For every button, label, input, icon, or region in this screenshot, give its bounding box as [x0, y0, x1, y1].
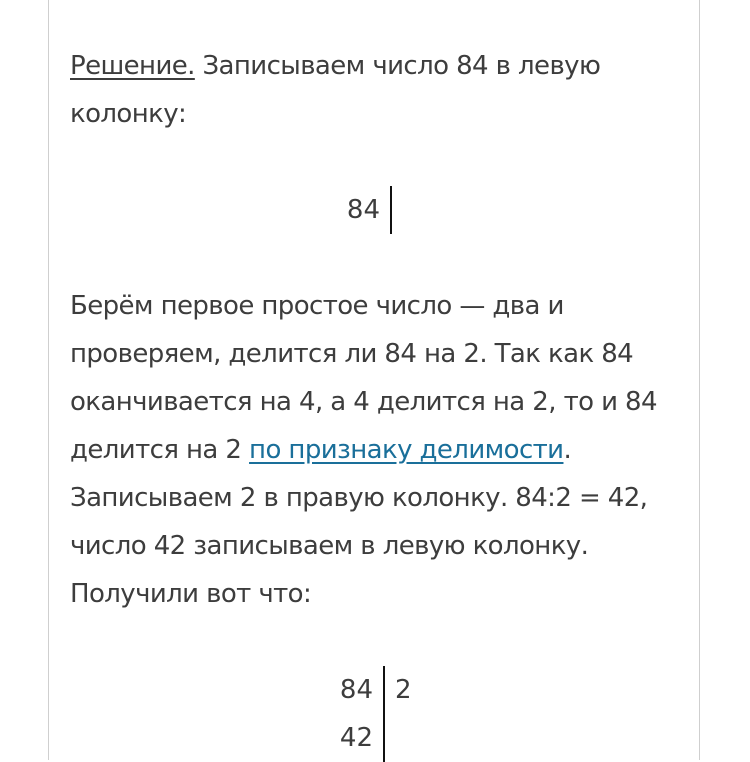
- factorization-table-step1: [329, 666, 425, 762]
- factorization-table-initial: [336, 186, 432, 234]
- explanation-text-before-link: Берём первое простое число — два и проверяем, делится ли 84 на 2. Так как 84 оканчивается на 4, а 4 делится на 2, то и 84 делится на 2: [70, 291, 657, 465]
- right-column-value: 2: [395, 675, 412, 705]
- table-row: [336, 186, 432, 234]
- solution-label: Решение.: [70, 51, 195, 81]
- left-column-value: 84: [329, 666, 384, 714]
- left-column-value: 42: [329, 714, 384, 762]
- solution-body: Записываем число 84 в левую колонку:: [70, 51, 601, 129]
- divisibility-rule-link[interactable]: по признаку делимости: [249, 435, 564, 465]
- right-column-value: [384, 714, 425, 762]
- solution-text: [70, 42, 680, 138]
- table-row: [329, 714, 425, 762]
- left-column-value: 84: [336, 186, 391, 234]
- explanation-text-after-link: . Записываем 2 в правую колонку. 84:2 = 42, число 42 записываем в левую колонку. Получили вот что:: [70, 435, 648, 609]
- explanation-paragraph: [70, 282, 680, 618]
- right-column-value: [391, 186, 432, 234]
- solution-paragraph: [70, 42, 680, 138]
- table-row: [329, 666, 425, 714]
